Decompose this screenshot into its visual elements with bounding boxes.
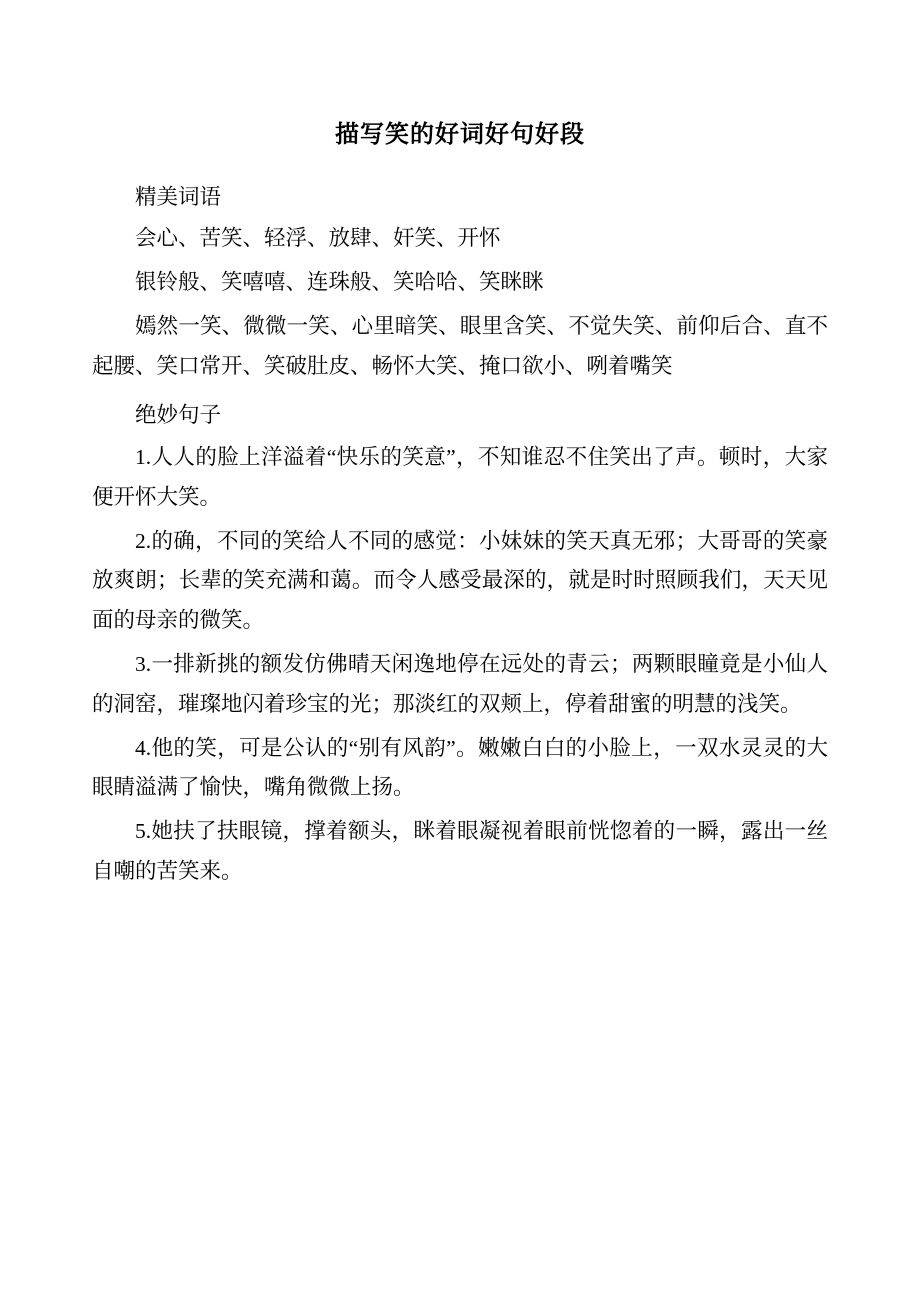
sentence-item-1: 1.人人的脸上洋溢着“快乐的笑意”，不知谁忍不住笑出了声。顿时，大家便开怀大笑。	[92, 445, 828, 509]
word-list-line-1: 会心、苦笑、轻浮、放肆、奸笑、开怀	[135, 226, 501, 251]
sentence-item-5: 5.她扶了扶眼镜，撑着额头，眯着眼凝视着眼前恍惚着的一瞬，露出一丝自嘲的苦笑来。	[92, 819, 828, 883]
word-list-line-2: 银铃般、笑嘻嘻、连珠般、笑哈哈、笑眯眯	[135, 270, 544, 295]
sentence-item-4: 4.他的笑，可是公认的“别有风韵”。嫩嫩白白的小脸上，一双水灵灵的大眼睛溢满了愉快，嘴角微微上扬。	[92, 735, 828, 800]
sentence-item-3: 3.一排新挑的额发仿佛晴天闲逸地停在远处的青云；两颗眼瞳竟是小仙人的洞窑，璀璨地闪着珍宝的光；那淡红的双颊上，停着甜蜜的明慧的浅笑。	[92, 652, 828, 716]
section-heading-sentences: 绝妙句子	[135, 403, 222, 428]
sentence-item-2: 2.的确，不同的笑给人不同的感觉：小妹妹的笑天真无邪；大哥哥的笑豪放爽朗；长辈的笑充满和蔼。而令人感受最深的，就是时时照顾我们，天天见面的母亲的微笑。	[92, 528, 828, 633]
word-list-line-3: 嫣然一笑、微微一笑、心里暗笑、眼里含笑、不觉失笑、前仰后合、直不起腰、笑口常开、笑破肚皮、畅怀大笑、掩口欲小、咧着嘴笑	[92, 313, 828, 378]
section-heading-words: 精美词语	[135, 184, 222, 209]
page-title: 描写笑的好词好句好段	[335, 121, 585, 148]
